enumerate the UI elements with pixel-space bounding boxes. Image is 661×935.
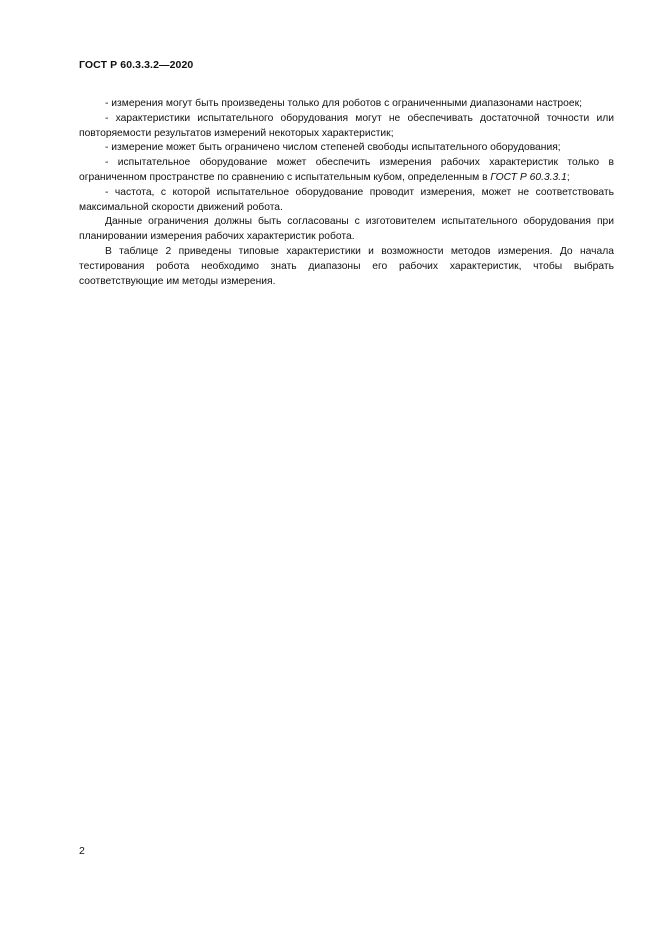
standard-reference: ГОСТ Р 60.3.3.1 bbox=[490, 171, 567, 183]
list-item-degrees-of-freedom: - измерение может быть ограничено числом степеней свободы испытательного оборудования; bbox=[105, 142, 561, 154]
standard-code-header: ГОСТ Р 60.3.3.2—2020 bbox=[79, 59, 194, 71]
list-item-equipment-accuracy: - характеристики испытательного оборудования могут не обеспечивать достаточной точности или повторяемости результатов измерений некоторых характеристик; bbox=[79, 112, 614, 139]
paragraph-limitations-agreement: Данные ограничения должны быть согласованы с изготовителем испытательного оборудования при планировании измерения рабочих характеристик робота. bbox=[79, 216, 614, 243]
list-item-measurement-frequency: - частота, с которой испытательное оборудование проводит измерения, может не соответствовать максимальной скорости движений робота. bbox=[79, 186, 614, 213]
limited-space-text: - испытательное оборудование может обеспечить измерения рабочих характеристик только в ограниченном пространстве по сравнению с испытательным кубом, определенным в bbox=[79, 157, 614, 183]
document-body bbox=[79, 97, 614, 289]
paragraph-table-reference: В таблице 2 приведены типовые характеристики и возможности методов измерения. До начала тестирования робота необходимо знать диапазоны его рабочих характеристик, чтобы выбрать соответствующие им методы измерения. bbox=[79, 245, 614, 287]
page-number: 2 bbox=[79, 845, 85, 857]
list-item-limited-space bbox=[79, 156, 614, 186]
limited-space-text-end: ; bbox=[566, 171, 570, 183]
list-item-limited-ranges: - измерения могут быть произведены только для роботов с ограниченными диапазонами настроек; bbox=[105, 98, 582, 109]
